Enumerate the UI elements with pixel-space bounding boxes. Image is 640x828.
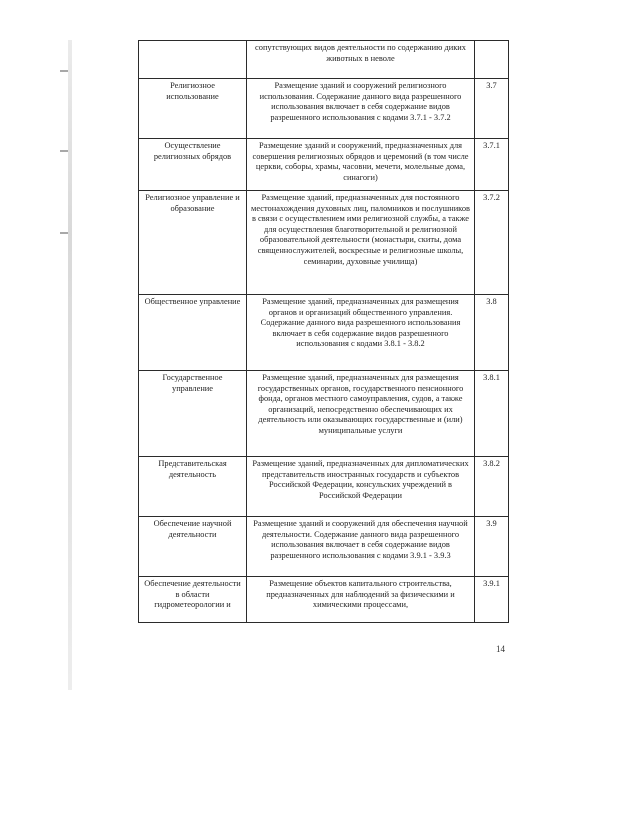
page-number: 14 <box>496 644 505 654</box>
use-code: 3.8 <box>475 295 509 371</box>
use-code: 3.7.2 <box>475 191 509 295</box>
table-row <box>139 517 509 577</box>
use-name: Обеспечение научной деятельности <box>139 517 247 577</box>
table-row <box>139 41 509 79</box>
use-description: Размещение зданий, предназначенных для дипломатических представительств иностранных государств и субъектов Российской Федерации, консульских учреждений в Российской Федерации <box>247 457 475 517</box>
use-code: 3.9 <box>475 517 509 577</box>
use-description: Размещение зданий, предназначенных для размещения государственных органов, государственного пенсионного фонда, органов местного самоуправления, судов, а также организаций, непосредственно обеспечивающих их деятельность или оказывающих государственные и (или) муниципальные услуги <box>247 371 475 457</box>
use-code: 3.8.2 <box>475 457 509 517</box>
use-name: Религиозное использование <box>139 79 247 139</box>
use-code: 3.7 <box>475 79 509 139</box>
use-description: Размещение зданий, предназначенных для постоянного местонахождения духовных лиц, паломников и послушников в связи с осуществлением ими религиозной службы, а также для осуществления благотворительной и религиозной образовательной деятельности (монастыри, скиты, дома священнослужителей, воскресные и религиозные школы, семинарии, духовные училища) <box>247 191 475 295</box>
table-row <box>139 457 509 517</box>
table-row <box>139 191 509 295</box>
use-code <box>475 41 509 79</box>
use-description: Размещение объектов капитального строительства, предназначенных для наблюдений за физическими и химическими процессами, <box>247 577 475 623</box>
use-name: Религиозное управление и образование <box>139 191 247 295</box>
use-code: 3.9.1 <box>475 577 509 623</box>
use-name: Общественное управление <box>139 295 247 371</box>
use-name: Обеспечение деятельности в области гидрометеорологии и <box>139 577 247 623</box>
table-row <box>139 371 509 457</box>
table-row <box>139 577 509 623</box>
land-use-table <box>138 40 509 623</box>
table-row <box>139 79 509 139</box>
scan-mark <box>60 70 68 72</box>
use-description: Размещение зданий и сооружений для обеспечения научной деятельности. Содержание данного вида разрешенного использования включает в себя содержание видов разрешенного использования с кодами 3.9.1 - 3.9.3 <box>247 517 475 577</box>
use-name: Государственное управление <box>139 371 247 457</box>
use-code: 3.7.1 <box>475 139 509 191</box>
scan-mark <box>60 232 68 234</box>
use-name: Осуществление религиозных обрядов <box>139 139 247 191</box>
use-description: Размещение зданий, предназначенных для размещения органов и организаций общественного управления. Содержание данного вида разрешенного использования включает в себя содержание видов разрешенного использования с кодами 3.8.1 - 3.8.2 <box>247 295 475 371</box>
use-name: Представительская деятельность <box>139 457 247 517</box>
use-description: Размещение зданий и сооружений религиозного использования. Содержание данного вида разрешенного использования включает в себя содержание видов разрешенного использования с кодами 3.7.1 - 3.7.2 <box>247 79 475 139</box>
scan-edge-strip <box>68 40 72 690</box>
use-code: 3.8.1 <box>475 371 509 457</box>
use-description: Размещение зданий и сооружений, предназначенных для совершения религиозных обрядов и церемоний (в том числе церкви, соборы, храмы, часовни, мечети, молельные дома, синагоги) <box>247 139 475 191</box>
table-row <box>139 295 509 371</box>
table-row <box>139 139 509 191</box>
scan-mark <box>60 150 68 152</box>
use-name <box>139 41 247 79</box>
use-description: сопутствующих видов деятельности по содержанию диких животных в неволе <box>247 41 475 79</box>
